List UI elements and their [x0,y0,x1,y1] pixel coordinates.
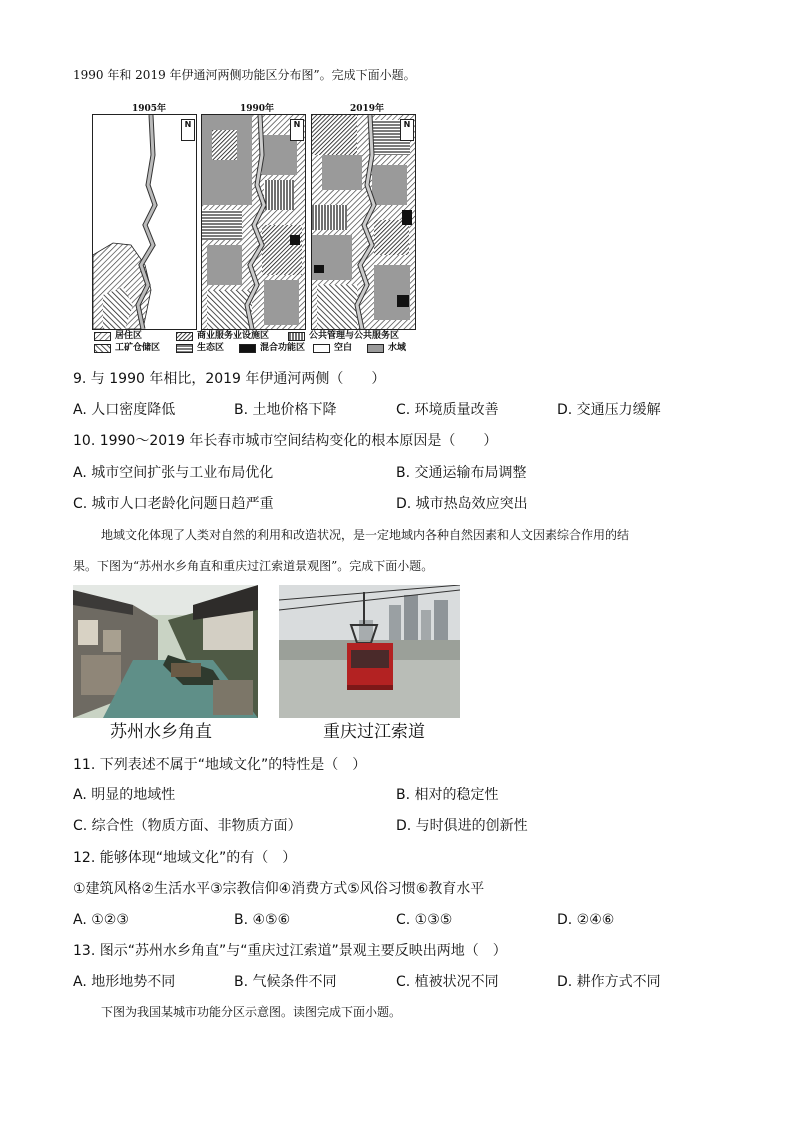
q12-option-b[interactable]: B. ④⑤⑥ [234,912,291,928]
north-arrow-icon: N [400,119,414,141]
legend-item-mixed: 混合功能区 [239,343,305,354]
industrial-swatch-icon [94,344,111,353]
q9-option-b[interactable]: B. 土地价格下降 [234,402,337,418]
suzhou-water-town-photo [73,585,258,718]
map-1990 [201,114,306,330]
q12-option-d[interactable]: D. ②④⑥ [557,912,615,928]
north-arrow-icon: N [290,119,304,141]
q12-stem: 12. 能够体现“地域文化”的有（ ） [73,850,297,866]
mixed-swatch-icon [239,344,256,353]
q13-option-b[interactable]: B. 气候条件不同 [234,974,337,990]
legend-item-water: 水域 [367,343,406,354]
q9-option-a[interactable]: A. 人口密度降低 [73,402,176,418]
q11-option-d[interactable]: D. 与时俱进的创新性 [396,818,528,834]
q13-stem: 13. 图示“苏州水乡角直”与“重庆过江索道”景观主要反映出两地（ ） [73,943,507,959]
q10-option-b[interactable]: B. 交通运输布局调整 [396,465,527,481]
q10-option-c[interactable]: C. 城市人口老龄化问题日趋严重 [73,496,274,512]
q9-option-c[interactable]: C. 环境质量改善 [396,402,499,418]
q13-option-d[interactable]: D. 耕作方式不同 [557,974,661,990]
ecological-swatch-icon [176,344,193,353]
q11-option-c[interactable]: C. 综合性（物质方面、非物质方面） [73,818,302,834]
q11-option-a[interactable]: A. 明显的地域性 [73,787,176,803]
closing-line: 下图为我国某城市功能分区示意图。读图完成下面小题。 [101,1005,402,1019]
map-label-1905: 1905年 [132,104,167,114]
residential-swatch-icon [94,332,111,341]
q9-option-d[interactable]: D. 交通压力缓解 [557,402,661,418]
q10-option-a[interactable]: A. 城市空间扩张与工业布局优化 [73,465,274,481]
q11-stem: 11. 下列表述不属于“地域文化”的特性是（ ） [73,757,367,773]
suzhou-caption: 苏州水乡角直 [110,722,212,742]
q10-option-d[interactable]: D. 城市热岛效应突出 [396,496,528,512]
commercial-swatch-icon [176,332,193,341]
q13-option-c[interactable]: C. 植被状况不同 [396,974,499,990]
public-service-swatch-icon [288,332,305,341]
q12-list: ①建筑风格②生活水平③宗教信仰④消费方式⑤风俗习惯⑥教育水平 [73,881,485,897]
map-2019 [311,114,416,330]
legend-item-public-service: 公共管理与公共服务区 [288,331,399,342]
chongqing-cable-car-photo [279,585,460,718]
intro-line: 1990 年和 2019 年伊通河两侧功能区分布图”。完成下面小题。 [73,68,416,82]
water-swatch-icon [367,344,384,353]
legend-item-residential: 居住区 [94,331,142,342]
legend-item-commercial: 商业服务业设施区 [176,331,269,342]
q11-option-b[interactable]: B. 相对的稳定性 [396,787,499,803]
q13-option-a[interactable]: A. 地形地势不同 [73,974,176,990]
q9-stem: 9. 与 1990 年相比，2019 年伊通河两侧（ ） [73,371,386,387]
passage-line-1: 地域文化体现了人类对自然的利用和改造状况，是一定地域内各种自然因素和人文因素综合作用的结 [101,528,630,542]
map-label-1990: 1990年 [240,104,275,114]
chongqing-caption: 重庆过江索道 [323,722,425,742]
north-arrow-icon: N [181,119,195,141]
map-1905 [92,114,197,330]
legend-item-industrial: 工矿仓储区 [94,343,160,354]
q12-option-c[interactable]: C. ①③⑤ [396,912,453,928]
legend-item-blank: 空白 [313,343,352,354]
q12-option-a[interactable]: A. ①②③ [73,912,129,928]
blank-swatch-icon [313,344,330,353]
map-label-2019: 2019年 [350,104,385,114]
passage-line-2: 果。下图为“苏州水乡角直和重庆过江索道景观图”。完成下面小题。 [73,559,434,573]
q10-stem: 10. 1990～2019 年长春市城市空间结构变化的根本原因是（ ） [73,433,498,449]
legend-item-ecological: 生态区 [176,343,224,354]
